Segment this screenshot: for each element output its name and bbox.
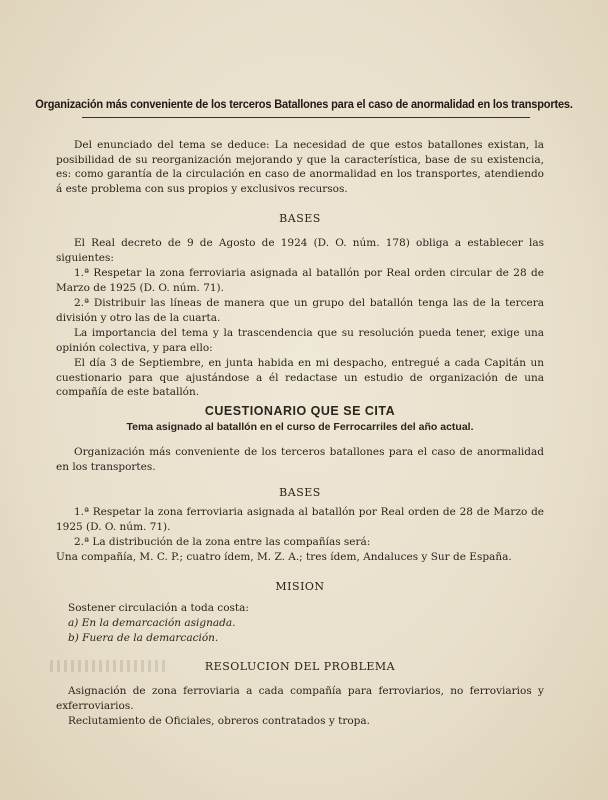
mision-text: Sostener circulación a toda costa: xyxy=(68,602,249,614)
bases-item-1: 1.ª Respetar la zona ferroviaria asignada al batallón por Real orden circular de 28 de Marzo de 1925 (D. O. núm. 71). xyxy=(56,267,544,294)
cuestionario-subheading: Tema asignado al batallón en el curso de Ferrocarriles del año actual. xyxy=(126,421,474,433)
cuestionario-heading: CUESTIONARIO QUE SE CITA xyxy=(204,404,396,418)
bases-2-item-1: 1.ª Respetar la zona ferroviaria asignada al batallón por Real orden de 28 de Marzo de 1925 (D. O. núm. 71). xyxy=(56,506,544,533)
bases-heading: BASES xyxy=(279,212,321,225)
resolucion-heading: RESOLUCION DEL PROBLEMA xyxy=(204,660,396,673)
intro-paragraph: Del enunciado del tema se deduce: La necesidad de que estos batallones existan, la posibilidad de su reorganización mejorando y que la característica, base de su existencia, es: como garantía de la circulación en caso de anormalidad en los transportes, atendiendo á este problema con sus propios y exclusivos recursos. xyxy=(56,139,544,195)
bases-decree-paragraph: El Real decreto de 9 de Agosto de 1924 (D. O. núm. 178) obliga a establecer las siguientes: xyxy=(56,237,544,264)
cuestionario-text: Organización más conveniente de los terceros batallones para el caso de anormalidad en los transportes. xyxy=(56,446,544,473)
bases-2-heading: BASES xyxy=(279,486,321,499)
title-underline xyxy=(82,117,530,118)
bases-item-2: 2.ª Distribuir las líneas de manera que un grupo del batallón tenga las de la tercera división y otro las de la cuarta. xyxy=(56,297,544,324)
mision-heading: MISION xyxy=(275,580,325,593)
bases-2-item-2: 2.ª La distribución de la zona entre las compañías será: xyxy=(74,536,371,548)
document-title: Organización más conveniente de los terceros Batallones para el caso de anormalidad en los transportes. xyxy=(35,97,573,111)
mision-item-a: a) En la demarcación asignada. xyxy=(68,617,236,629)
resolucion-paragraph-2: Reclutamiento de Oficiales, obreros contratados y tropa. xyxy=(68,715,370,727)
resolucion-paragraph-1: Asignación de zona ferroviaria a cada compañía para ferroviarios, no ferroviarios y exferroviarios. xyxy=(56,685,544,712)
bases-2-distribution: Una compañía, M. C. P.; cuatro ídem, M. Z. A.; tres ídem, Andaluces y Sur de España. xyxy=(56,551,512,563)
meeting-paragraph: El día 3 de Septiembre, en junta habida en mi despacho, entregué a cada Capitán un cuestionario para que ajustándose a él redactase un estudio de organización de una compañía de este batallón. xyxy=(56,357,544,399)
importance-paragraph: La importancia del tema y la trascendencia que su resolución pueda tener, exige una opinión colectiva, y para ello: xyxy=(56,327,544,354)
mision-item-b: b) Fuera de la demarcación. xyxy=(68,632,219,644)
